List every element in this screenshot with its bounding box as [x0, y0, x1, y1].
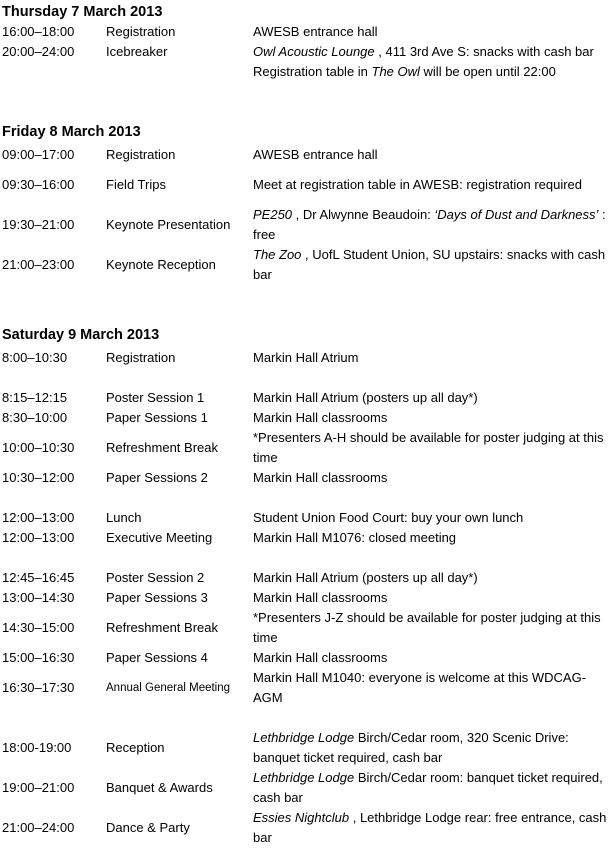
row-event: Banquet & Awards — [106, 780, 213, 795]
row-time: 10:00–10:30 — [2, 440, 75, 455]
row-time: 12:45–16:45 — [2, 570, 75, 585]
detail-text: , Lethbridge Lodge rear: free entrance, cash bar — [253, 810, 607, 845]
row-detail — [253, 668, 613, 708]
row-time: 12:00–13:00 — [2, 510, 75, 525]
detail-emphasis: Lethbridge Lodge — [253, 730, 355, 745]
row-event: Paper Sessions 3 — [106, 590, 208, 605]
row-detail — [253, 768, 613, 808]
row-event: Paper Sessions 4 — [106, 650, 208, 665]
row-event: Refreshment Break — [106, 620, 218, 635]
row-detail — [253, 568, 613, 588]
detail-text: will be open until 22:00 — [419, 64, 556, 79]
row-time: 12:00–13:00 — [2, 530, 75, 545]
row-event: Registration — [106, 24, 176, 39]
detail-text: Registration table in — [253, 64, 372, 79]
row-detail — [253, 62, 613, 82]
row-event: Reception — [106, 740, 165, 755]
detail-text: Markin Hall Atrium (posters up all day*) — [253, 570, 478, 585]
detail-text: : free — [253, 207, 606, 242]
row-detail — [253, 648, 613, 668]
row-event: Icebreaker — [106, 44, 168, 59]
row-time: 09:30–16:00 — [2, 177, 75, 192]
row-event: Keynote Reception — [106, 257, 216, 272]
detail-text: Markin Hall classrooms — [253, 590, 388, 605]
row-time: 21:00–23:00 — [2, 257, 75, 272]
row-time: 16:00–18:00 — [2, 24, 75, 39]
detail-text: Birch/Cedar room: banquet ticket required, cash bar — [253, 770, 603, 805]
row-detail — [253, 22, 613, 42]
row-detail — [253, 145, 613, 165]
row-time: 15:00–16:30 — [2, 650, 75, 665]
detail-emphasis: PE250 — [253, 207, 293, 222]
row-event: Refreshment Break — [106, 440, 218, 455]
detail-text: Birch/Cedar room, 320 Scenic Drive: banquet ticket required, cash bar — [253, 730, 569, 765]
detail-text: Markin Hall M1040: everyone is welcome at this WDCAG-AGM — [253, 670, 587, 705]
day-title-thursday: Thursday 7 March 2013 — [2, 4, 163, 20]
row-detail — [253, 348, 613, 368]
row-event: Field Trips — [106, 177, 166, 192]
detail-text: Markin Hall M1076: closed meeting — [253, 530, 457, 545]
detail-text: , UofL Student Union, SU upstairs: snacks with cash bar — [253, 247, 606, 282]
row-event: Annual General Meeting — [106, 682, 231, 694]
row-event: Lunch — [106, 510, 142, 525]
detail-text: , 411 3rd Ave S: snacks with cash bar — [374, 44, 594, 59]
row-event: Paper Sessions 2 — [106, 470, 208, 485]
row-detail — [253, 588, 613, 608]
row-detail — [253, 808, 613, 848]
detail-emphasis: Essies Nightclub — [253, 810, 350, 825]
row-detail — [253, 245, 613, 285]
detail-text: , Dr Alwynne Beaudoin: — [292, 207, 435, 222]
row-time: 18:00-19:00 — [2, 740, 72, 755]
row-time: 8:00–10:30 — [2, 350, 68, 365]
detail-text: Markin Hall Atrium (posters up all day*) — [253, 390, 478, 405]
row-detail — [253, 468, 613, 488]
row-time: 13:00–14:30 — [2, 590, 75, 605]
row-detail — [253, 428, 613, 468]
detail-emphasis: The Owl — [371, 64, 420, 79]
row-time: 09:00–17:00 — [2, 147, 75, 162]
row-event: Keynote Presentation — [106, 217, 231, 232]
row-detail — [253, 528, 613, 548]
row-detail — [253, 608, 613, 648]
detail-text: AWESB entrance hall — [253, 24, 378, 39]
row-event: Poster Session 2 — [106, 570, 205, 585]
row-time: 10:30–12:00 — [2, 470, 75, 485]
row-detail — [253, 728, 613, 768]
row-event: Poster Session 1 — [106, 390, 205, 405]
detail-text: Markin Hall classrooms — [253, 650, 388, 665]
detail-emphasis: Owl Acoustic Lounge — [253, 44, 375, 59]
detail-text: Markin Hall classrooms — [253, 470, 388, 485]
row-time: 21:00–24:00 — [2, 820, 75, 835]
detail-text: AWESB entrance hall — [253, 147, 378, 162]
row-detail — [253, 388, 613, 408]
row-event: Paper Sessions 1 — [106, 410, 208, 425]
row-detail — [253, 408, 613, 428]
row-time: 14:30–15:00 — [2, 620, 75, 635]
day-title-saturday: Saturday 9 March 2013 — [2, 327, 160, 343]
row-time: 16:30–17:30 — [2, 680, 75, 695]
detail-text: Student Union Food Court: buy your own lunch — [253, 510, 524, 525]
row-time: 20:00–24:00 — [2, 44, 75, 59]
row-event: Executive Meeting — [106, 530, 213, 545]
detail-text: Markin Hall Atrium — [253, 350, 359, 365]
row-detail — [253, 205, 613, 245]
row-time: 19:30–21:00 — [2, 217, 75, 232]
detail-emphasis: ‘Days of Dust and Darkness’ — [434, 207, 599, 222]
detail-text: Markin Hall classrooms — [253, 410, 388, 425]
row-event: Registration — [106, 147, 176, 162]
row-detail — [253, 508, 613, 528]
row-event: Dance & Party — [106, 820, 190, 835]
detail-emphasis: The Zoo — [253, 247, 302, 262]
row-detail — [253, 175, 613, 195]
detail-text: Meet at registration table in AWESB: registration required — [253, 177, 583, 192]
row-time: 8:30–10:00 — [2, 410, 68, 425]
detail-text: *Presenters J-Z should be available for poster judging at this time — [253, 610, 601, 645]
detail-text: *Presenters A-H should be available for poster judging at this time — [253, 430, 604, 465]
row-detail — [253, 42, 613, 62]
row-time: 8:15–12:15 — [2, 390, 68, 405]
detail-emphasis: Lethbridge Lodge — [253, 770, 355, 785]
row-time: 19:00–21:00 — [2, 780, 75, 795]
row-event: Registration — [106, 350, 176, 365]
day-title-friday: Friday 8 March 2013 — [2, 124, 141, 140]
